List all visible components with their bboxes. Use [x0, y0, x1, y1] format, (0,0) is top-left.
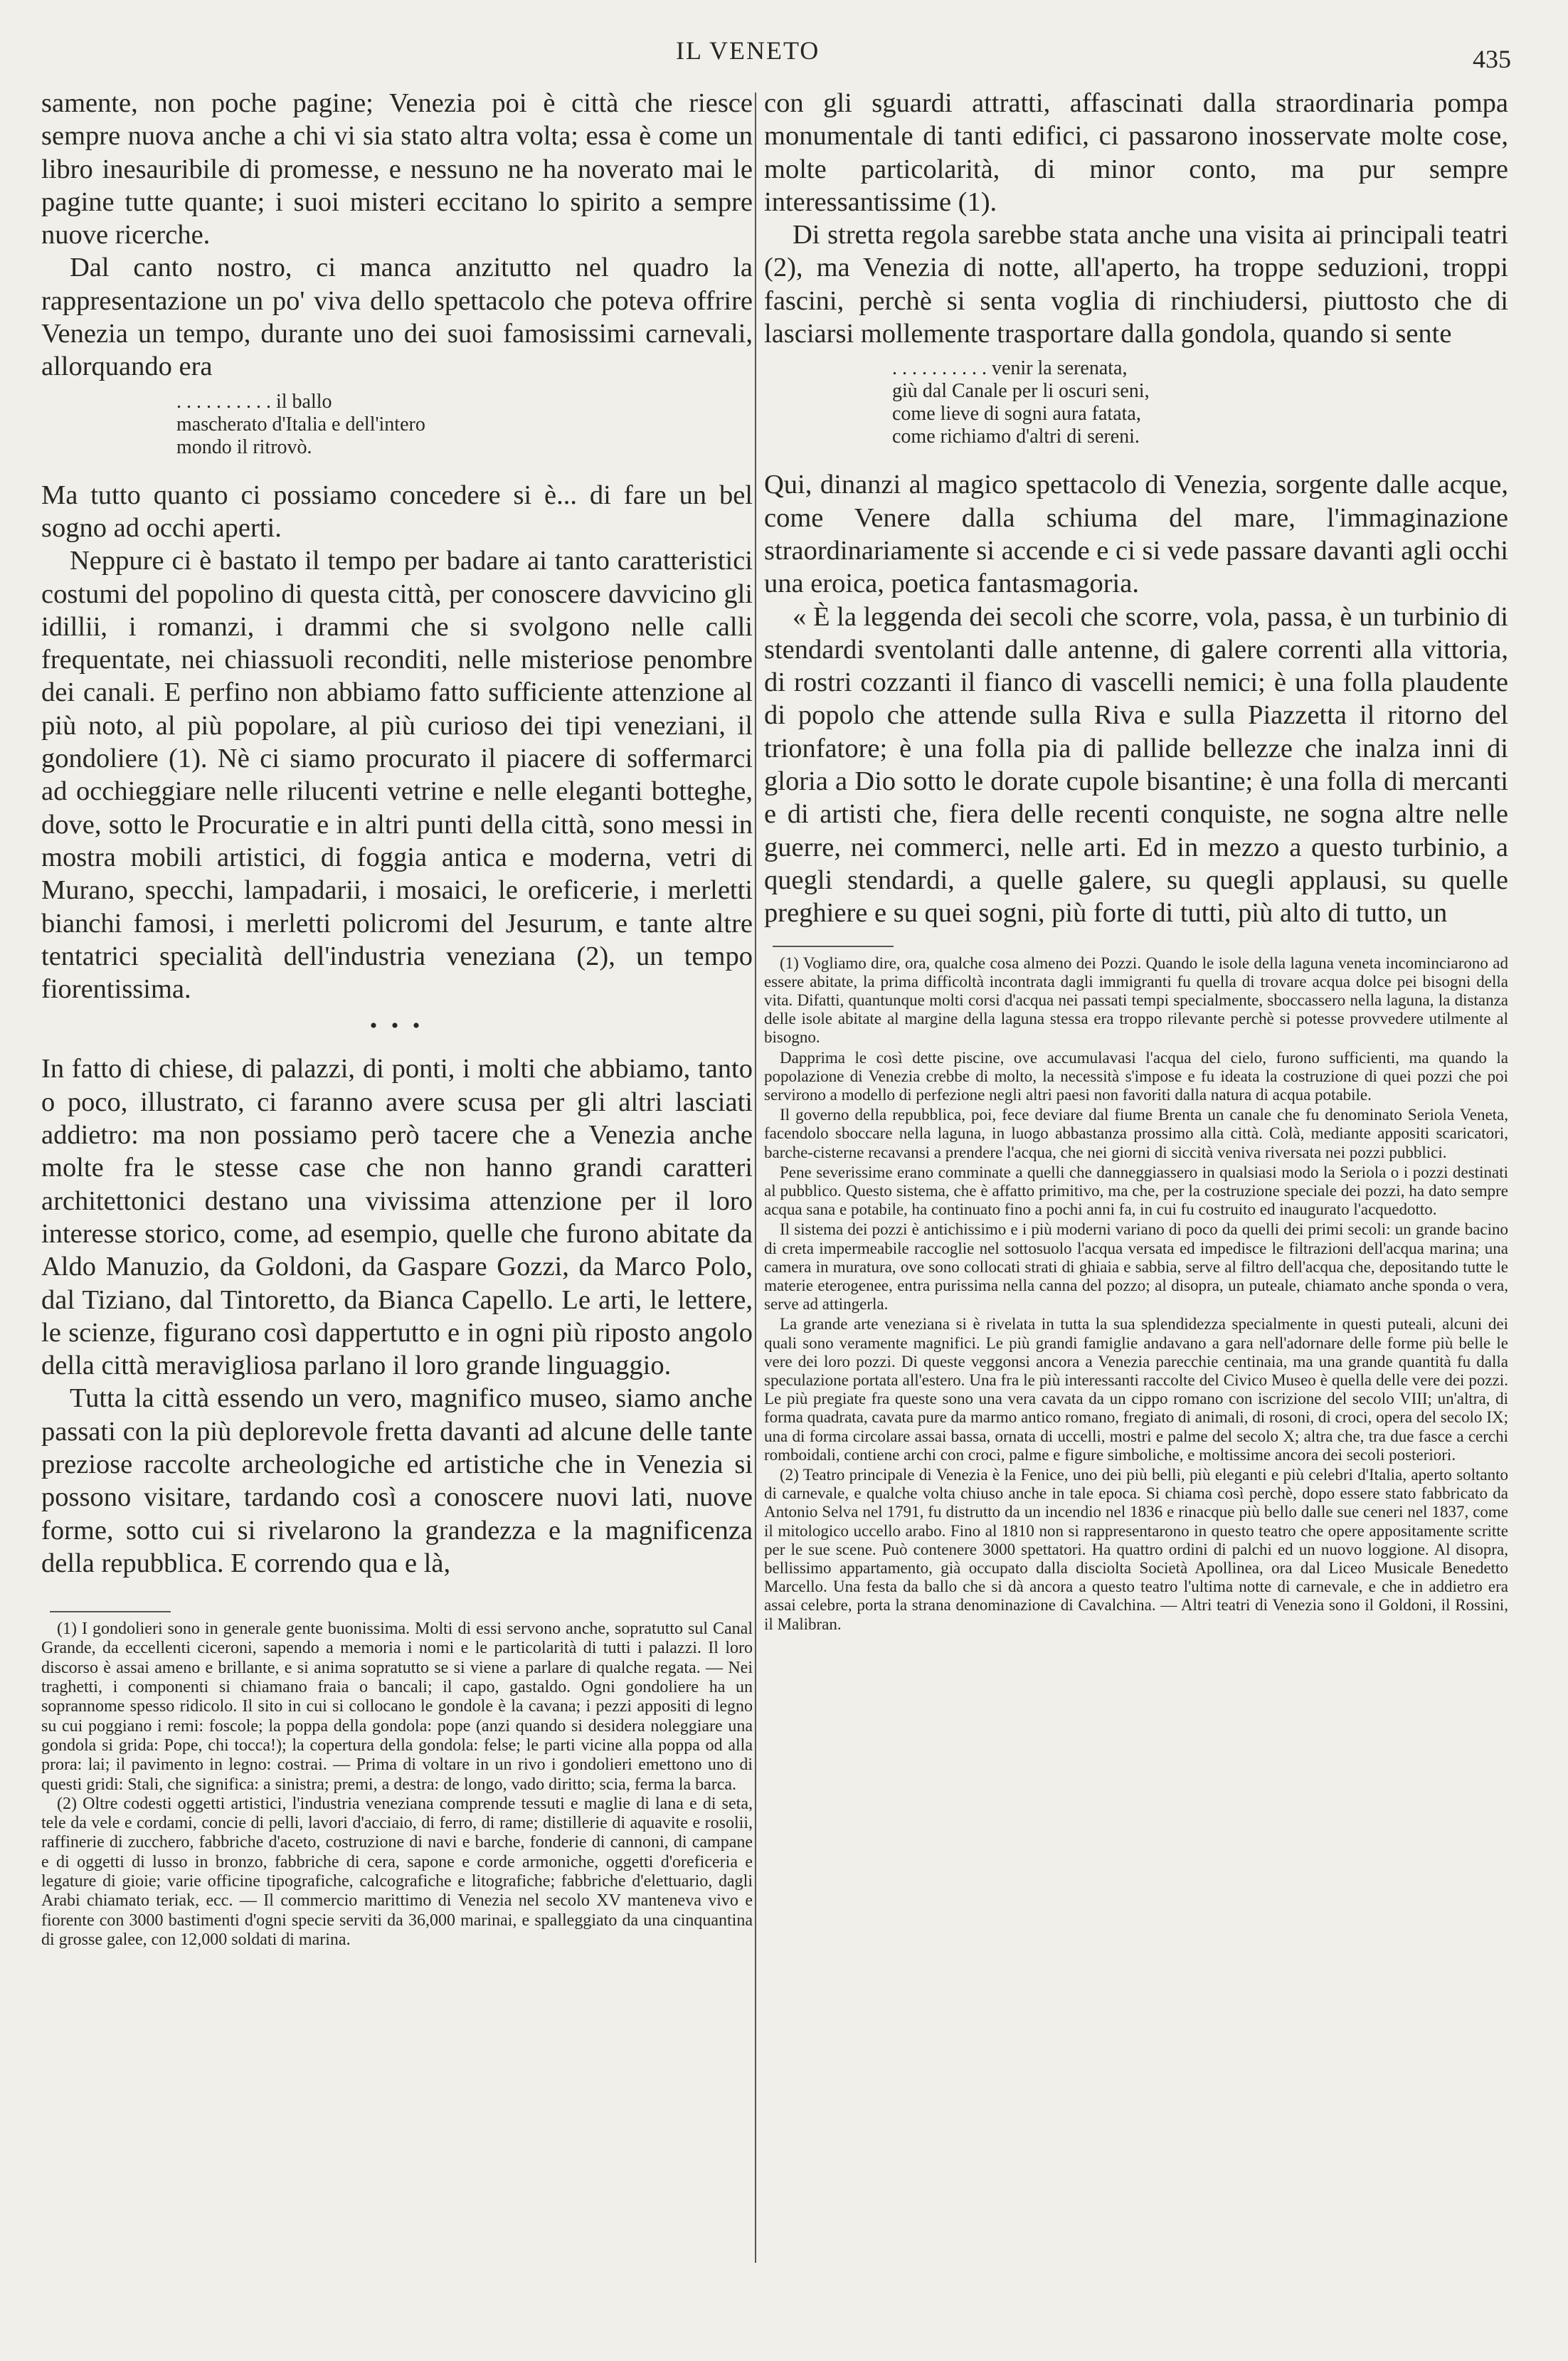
left-column	[41, 87, 753, 1950]
paragraph: samente, non poche pagine; Venezia poi è città che riesce sempre nuova anche a chi vi sia stato altra volta; essa è come un libro inesauribile di promesse, e nessuno ne ha noverato mai le pagine tutte quante; i suoi misteri eccitano lo spirito a sempre nuove ricerche.	[41, 88, 753, 250]
footnote-rule	[50, 1611, 171, 1612]
verse-quote	[764, 357, 1508, 448]
right-column	[764, 87, 1508, 1634]
paragraph: con gli sguardi attratti, affascinati dalla straordinaria pompa monumentale di tanti edifici, ci passarono inosservate molte cose, molte particolarità, di minor conto, ma pur sempre interessantissime (1).	[764, 88, 1508, 217]
paragraph: « È la leggenda dei secoli che scorre, vola, passa, è un turbinio di stendardi sventolanti dalle antenne, di galere correnti alla vittoria, di rostri cozzanti il fianco di vascelli nemici; è una folla plaudente di popolo che attende sulla Riva e sulla Piazzetta il ritorno del trionfatore; è una folla pia di pallide bellezze che inalza inni di gloria a Dio sotto le dorate cupole bisantine; è una folla di mercanti e di artisti che, fiera delle recenti conquiste, ne sogna altre nelle guerre, nei commerci, nelle arti. Ed in mezzo a questo turbinio, a quegli stendardi, a quelle galere, su quegli applausi, su quelle preghiere e su quei sogni, più forte di tutti, più alto di tutto, un	[764, 601, 1508, 929]
footnote: (2) Teatro principale di Venezia è la Fenice, uno dei più belli, più eleganti e più celebri d'Italia, aperto soltanto di carnevale, e qualche volta chiuso anche in tale epoca. Si chiama così perchè, dopo essere stato fabbricato da Antonio Selva nel 1791, fu distrutto da un incendio nel 1836 e rinacque più bello dalle sue ceneri nel 1837, come il mitologico uccello arabo. Fino al 1810 non si rappresentarono in questo teatro che opere appositamente scritte per le sue scene. Può contenere 3000 spettatori. Ha quattro ordini di palchi ed un nuovo loggione. Al disopra, bellissimo appartamento, già occupato dalla disciolta Società Apollinea, ora dal Liceo Musicale Benedetto Marcello. Una festa da ballo che si dà ancora a questo teatro l'ultima notte di carnevale, e che in addietro era assai celebre, porta la strana denominazione di Cavalchina. — Altri teatri di Venezia sono il Goldoni, il Rossini, il Malibran.	[764, 1466, 1508, 1633]
verse-line: . . . . . . . . . . il ballo	[176, 390, 332, 413]
footnote: Il sistema dei pozzi è antichissimo e i più moderni variano di poco da quelli dei primi secoli: un grande bacino di creta impermeabile raccoglie nel sottosuolo l'acqua versata ed impedisce le filtrazioni dell'acqua marina; una camera in muratura, ove sono collocati strati di ghiaia e sabbia, serve al filtro dell'acqua che, depositando tutte le materie eterogenee, entra purissima nella canna del pozzo; al disopra, un puteale, chiamato anche sponda o vera, serve ad attingerla.	[764, 1220, 1508, 1314]
section-separator: • • •	[369, 1014, 425, 1038]
paragraph: Tutta la città essendo un vero, magnifico museo, siamo anche passati con la più deplorevole fretta davanti ad alcune delle tante preziose raccolte archeologiche ed artistiche che in Venezia si possono visitare, tardando così a conoscere nuovi lati, nuove forme, sotto cui si rivelarono la grandezza e la magnificenza della repubblica. E correndo qua e là,	[41, 1383, 753, 1578]
paragraph: Neppure ci è bastato il tempo per badare ai tanto caratteristici costumi del popolino di questa città, per conoscere davvicino gli idillii, i romanzi, i drammi che si svolgono nelle calli frequentate, nei chiassuoli reconditi, nelle misteriose penombre dei canali. E perfino non abbiamo fatto sufficiente attenzione al più noto, al più popolare, al più curioso dei tipi veneziani, il gondoliere (1). Nè ci siamo procurato il piacere di soffermarci ad occhieggiare nelle rilucenti vetrine e nelle eleganti botteghe, dove, sotto le Procuratie e in altri punti della città, sono messi in mostra mobili artistici, di foggia antica e moderna, vetri di Murano, specchi, lampadarii, i mosaici, le oreficerie, i merletti bianchi famosi, i merletti policromi del Jesurum, e tante altre tentatrici specialità dell'industria veneziana (2), un tempo fiorentissima.	[41, 546, 753, 1005]
footnote: Pene severissime erano comminate a quelli che danneggiassero in qualsiasi modo la Seriola o i pozzi destinati al pubblico. Questo sistema, che è affatto primitivo, ma che, per la costruzione speciale dei pozzi, ha dato sempre acqua sana e potabile, ha continuato fino a pochi anni fa, in cui fu costruito ed inaugurato l'acquedotto.	[764, 1163, 1508, 1219]
footnote-rule	[773, 946, 894, 947]
paragraph: Qui, dinanzi al magico spettacolo di Venezia, sorgente dalle acque, come Venere dalla schiuma del mare, l'immaginazione straordinariamente si accende e ci si vede passare davanti agli occhi una eroica, poetica fantasmagoria.	[764, 470, 1508, 599]
footnote: La grande arte veneziana si è rivelata in tutta la sua splendidezza specialmente in questi puteali, alcuni dei quali sono veramente magnifici. Le più grandi famiglie andavano a gara nell'adornare delle forme più belle le vere dei loro pozzi. Di queste veggonsi ancora a Venezia parecchie centinaia, ma una grande quantità fu dalla speculazione portata all'estero. Una fra le più interessanti raccolte del Civico Museo è quella delle vere dei pozzi. Le più pregiate fra queste sono una vera cavata da un cippo romano con iscrizione del secolo VIII; un'altra, di forma quadrata, cavata pure da marmo antico romano, fregiato di animali, di rosoni, di croci, opera del secolo IX; una di forma circolare assai bassa, ornata di uccelli, mostri e palme del secolo X; altra che, tra due fasce a cerchi romboidali, contiene archi con croci, palme e figure simboliche, e moltissime ancora dei secoli posteriori.	[764, 1315, 1508, 1464]
footnote: (1) I gondolieri sono in generale gente buonissima. Molti di essi servono anche, sopratutto sul Canal Grande, da eccellenti ciceroni, sapendo a memoria i nomi e le particolarità di tutti i palazzi. Il loro discorso è assai ameno e brillante, e si anima sopratutto se si viene a parlare di qualche regata. — Nei traghetti, i componenti si chiamano fraia o bancali; il capo, gastaldo. Ogni gondoliere ha un soprannome spesso ridicolo. Il sito in cui si collocano le gondole è la cavana; i pezzi appositi di legno su cui poggiano i remi: foscole; la poppa della gondola: pope (anzi quando si desidera noleggiare una gondola si grida: Pope, chi tocca!); la copertura della gondola: felse; le parti vicine alla poppa od alla prora: lai; il pavimento in legno: costrai. — Prima di voltare in un rivo i gondolieri emettono uno di questi gridi: Stali, che significa: a sinistra; premi, a destra: de longo, vado diritto; scia, ferma la barca.	[41, 1620, 753, 1794]
paragraph: Ma tutto quanto ci possiamo concedere si è... di fare un bel sogno ad occhi aperti.	[41, 480, 753, 543]
verse-line: mascherato d'Italia e dell'intero	[176, 413, 425, 435]
footnote: (1) Vogliamo dire, ora, qualche cosa almeno dei Pozzi. Quando le isole della laguna veneta incominciarono ad essere abitate, la prima difficoltà incontrata dagli immigranti fu quella di trovare acqua dolce pei bisogni della vita. Difatti, quantunque molti corsi d'acqua nei passati tempi specialmente, sboccassero nella laguna, la distanza delle isole abitate al margine della laguna stessa era troppo rilevante perchè si potesse provvedere utilmente al bisogno.	[764, 954, 1508, 1047]
footnote: Il governo della repubblica, poi, fece deviare dal fiume Brenta un canale che fu denominato Seriola Veneta, facendolo sboccare nella laguna, in luogo abbastanza prossimo alla città. Colà, mediante appositi scaricatori, barche-cisterne recavansi a prendere l'acqua, che nei giorni di siccità veniva riversata nei pozzi pubblici.	[764, 1106, 1508, 1161]
verse-line: come lieve di sogni aura fatata,	[892, 403, 1141, 426]
verse-quote	[41, 391, 753, 459]
paragraph: Di stretta regola sarebbe stata anche una visita ai principali teatri (2), ma Venezia di notte, all'aperto, ha troppe seduzioni, troppi fascini, perchè si senta voglia di rinchiudersi, piuttosto che di lasciarsi mollemente trasportare dalla gondola, quando si sente	[764, 220, 1508, 349]
footnotes	[764, 954, 1508, 1634]
footnote: Dapprima le così dette piscine, ove accumulavasi l'acqua del cielo, furono sufficienti, ma quando la popolazione di Venezia crebbe di molto, la necessità s'impose e fu ideata la costruzione di quei pozzi che poi servirono a modello di perfezione negli altri paesi non favoriti dalla natura di acqua potabile.	[764, 1048, 1508, 1104]
column-divider	[755, 93, 756, 2263]
verse-line: . . . . . . . . . . venir la serenata,	[892, 357, 1128, 380]
verse-line: giù dal Canale per li oscuri seni,	[892, 380, 1150, 403]
page-number: 435	[1473, 45, 1511, 73]
verse-line: come richiamo d'altri di sereni.	[892, 426, 1140, 448]
footnote: (2) Oltre codesti oggetti artistici, l'industria veneziana comprende tessuti e maglie di lana e di seta, tele da vele e cordami, concie di pelli, lavori d'acciaio, di ferro, di rame; distillerie di aquavite e rosolii, raffinerie di zucchero, fabbriche d'aceto, costruzione di navi e barche, fonderie di cannoni, di campane e di oggetti di lusso in bronzo, fabbriche di cera, sapone e corde armoniche, oggetti d'oreficeria e legature di gioie; varie officine tipografiche, calcografiche e litografiche; fabbriche d'elettuario, dagli Arabi chiamato teriak, ecc. — Il commercio marittimo di Venezia nel secolo XV manteneva vivo e fiorente con 3000 bastimenti d'ogni specie serviti da 36,000 marinai, e spalleggiato da una cinquantina di grosse galee, con 12,000 soldati di marina.	[41, 1794, 753, 1949]
footnotes	[41, 1620, 753, 1950]
verse-line: mondo il ritrovò.	[176, 435, 312, 458]
page-header	[0, 28, 1568, 78]
running-title: IL VENETO	[676, 36, 820, 65]
paragraph: Dal canto nostro, ci manca anzitutto nel quadro la rappresentazione un po' viva dello spettacolo che poteva offrire Venezia un tempo, durante uno dei suoi famosissimi carnevali, allorquando era	[41, 253, 753, 382]
paragraph: In fatto di chiese, di palazzi, di ponti, i molti che abbiamo, tanto o poco, illustrato, ci faranno avere scusa per gli altri lasciati addietro: ma non possiamo però tacere che a Venezia anche molte fra le stesse case che non hanno grandi caratteri architettonici destano una vivissima attenzione per il loro interesse storico, come, ad esempio, quelle che furono abitate da Aldo Manuzio, da Goldoni, da Gaspare Gozzi, da Marco Polo, dal Tiziano, dal Tintoretto, da Bianca Capello. Le arti, le lettere, le scienze, figurano così dappertutto e in ogni più riposto angolo della città meravigliosa parlano il loro grande linguaggio.	[41, 1054, 753, 1381]
